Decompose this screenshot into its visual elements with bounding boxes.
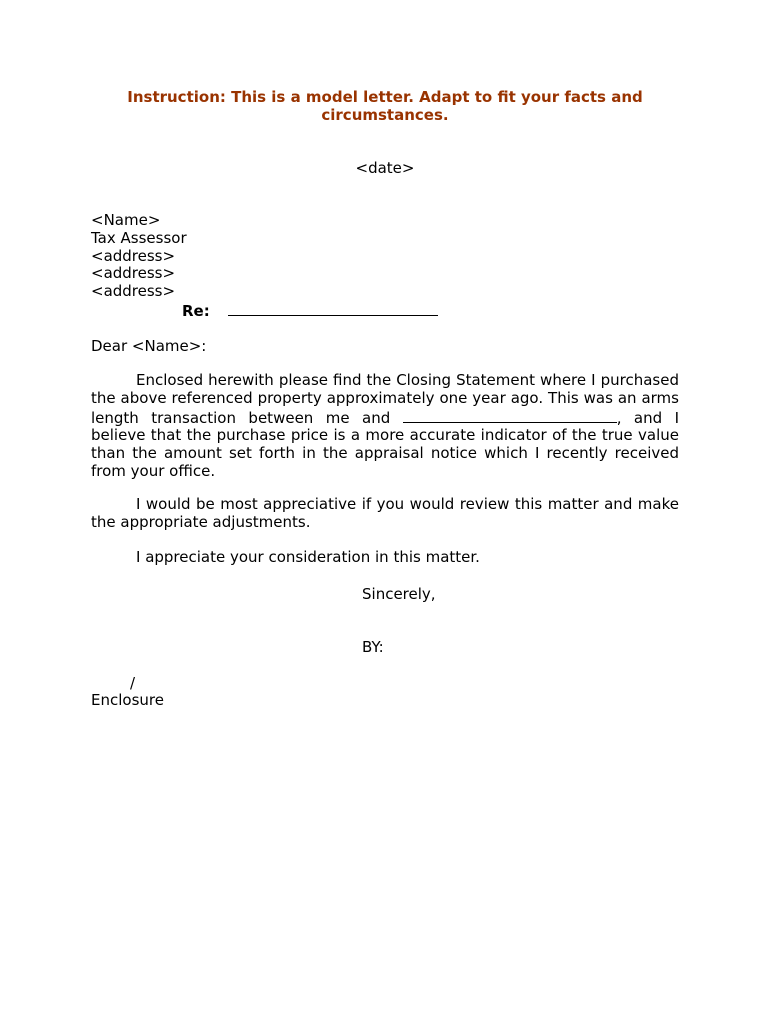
subject-label: Re: <box>182 302 210 320</box>
seller-blank-field <box>403 408 617 423</box>
subject-blank-field <box>228 301 438 316</box>
subject-line <box>182 301 438 320</box>
typist-initials: / <box>130 674 136 692</box>
enclosure-note: Enclosure <box>91 691 164 709</box>
paragraph-text: , and I believe that the purchase price is a more accurate indicator of the true value than the amount set forth in the appraisal notice which I recently received from your office. <box>91 408 680 480</box>
recipient-address-line: <address> <box>91 246 176 265</box>
closing-sincerely: Sincerely, <box>362 585 436 603</box>
instruction-note: Instruction: This is a model letter. Adapt to fit your facts and circumstances. <box>127 88 643 124</box>
paragraph-text: Enclosed herewith please find the Closing Statement where I purchased the above referenced property approximately one year ago. This was an arms length transaction between me and <box>91 371 679 427</box>
body-paragraph-2: I would be most appreciative if you would review this matter and make the appropriate adjustments. <box>91 495 679 531</box>
recipient-title: Tax Assessor <box>91 228 187 247</box>
recipient-address-line: <address> <box>91 264 176 283</box>
recipient-name: <Name> <box>91 211 161 229</box>
signature-by-line: BY: <box>362 638 384 656</box>
salutation: Dear <Name>: <box>91 337 207 355</box>
body-paragraph-1 <box>91 372 679 481</box>
letter-date: <date> <box>355 159 415 177</box>
recipient-address-line: <address> <box>91 282 176 301</box>
body-paragraph-3: I appreciate your consideration in this matter. <box>136 548 480 566</box>
recipient-address-block <box>91 212 187 301</box>
